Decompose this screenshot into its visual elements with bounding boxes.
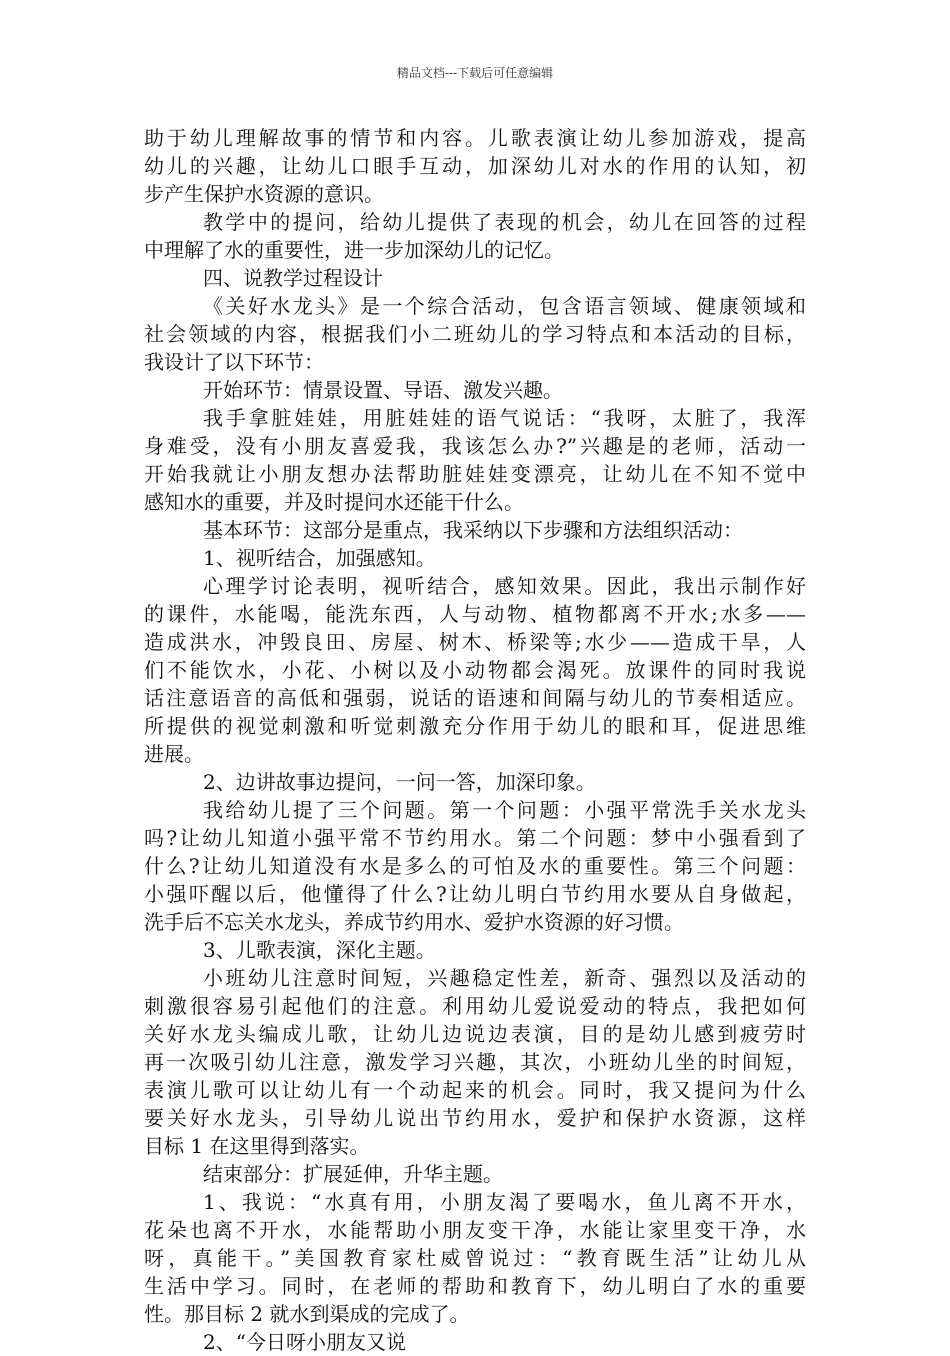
text-line: 《关好水龙头》是一个综合活动，包含语言领域、健康领域和 xyxy=(203,294,806,318)
text-line: 我设计了以下环节： xyxy=(144,350,324,374)
text-line: 开始环节：情景设置、导语、激发兴趣。 xyxy=(203,378,563,402)
text-line: 我给幼儿提了三个问题。第一个问题：小强平常洗手关水龙头 xyxy=(203,798,806,822)
text-line: 目标 1 在这里得到落实。 xyxy=(144,1134,370,1158)
text-line: 的课件，水能喝，能洗东西，人与动物、植物都离不开水;水多—— xyxy=(144,602,806,626)
text-line: 吗?让幼儿知道小强平常不节约用水。第二个问题：梦中小强看到了 xyxy=(144,826,806,850)
text-line: 2、边讲故事边提问，一问一答，加深印象。 xyxy=(203,770,596,794)
text-line: 3、儿歌表演，深化主题。 xyxy=(203,938,436,962)
text-line: 步产生保护水资源的意识。 xyxy=(144,182,384,206)
text-line: 所提供的视觉刺激和听觉刺激充分作用于幼儿的眼和耳，促进思维 xyxy=(144,714,806,738)
text-line: 造成洪水，冲毁良田、房屋、树木、桥梁等;水少——造成干旱，人 xyxy=(144,630,806,654)
text-line: 小班幼儿注意时间短，兴趣稳定性差，新奇、强烈以及活动的 xyxy=(203,966,806,990)
text-line: 2、“今日呀小朋友又说 xyxy=(203,1330,406,1354)
text-line: 社会领域的内容，根据我们小二班幼儿的学习特点和本活动的目标， xyxy=(144,322,806,346)
text-line: 洗手后不忘关水龙头，养成节约用水、爱护水资源的好习惯。 xyxy=(144,910,684,934)
text-line: 话注意语音的高低和强弱，说话的语速和间隔与幼儿的节奏相适应。 xyxy=(144,686,806,710)
text-line: 什么?让幼儿知道没有水是多么的可怕及水的重要性。第三个问题： xyxy=(144,854,806,878)
document-body xyxy=(144,124,806,1356)
text-line: 关好水龙头编成儿歌，让幼儿边说边表演，目的是幼儿感到疲劳时 xyxy=(144,1022,806,1046)
text-line: 性。那目标 2 就水到渠成的完成了。 xyxy=(144,1302,470,1326)
text-line: 1、视听结合，加强感知。 xyxy=(203,546,436,570)
text-line: 生活中学习。同时，在老师的帮助和教育下，幼儿明白了水的重要 xyxy=(144,1274,806,1298)
text-line: 要关好水龙头，引导幼儿说出节约用水，爱护和保护水资源，这样 xyxy=(144,1106,806,1130)
text-line: 四、说教学过程设计 xyxy=(203,266,383,290)
text-line: 感知水的重要，并及时提问水还能干什么。 xyxy=(144,490,524,514)
text-line: 身难受，没有小朋友喜爱我，我该怎么办?”兴趣是的老师，活动一 xyxy=(144,434,806,458)
text-line: 刺激很容易引起他们的注意。利用幼儿爱说爱动的特点，我把如何 xyxy=(144,994,806,1018)
text-line: 开始我就让小朋友想办法帮助脏娃娃变漂亮，让幼儿在不知不觉中 xyxy=(144,462,806,486)
text-line: 们不能饮水，小花、小树以及小动物都会渴死。放课件的同时我说 xyxy=(144,658,806,682)
text-line: 花朵也离不开水，水能帮助小朋友变干净，水能让家里变干净，水 xyxy=(144,1218,806,1242)
text-line: 教学中的提问，给幼儿提供了表现的机会，幼儿在回答的过程 xyxy=(203,210,806,234)
text-line: 幼儿的兴趣，让幼儿口眼手互动，加深幼儿对水的作用的认知，初 xyxy=(144,154,806,178)
text-line: 表演儿歌可以让幼儿有一个动起来的机会。同时，我又提问为什么 xyxy=(144,1078,806,1102)
text-line: 助于幼儿理解故事的情节和内容。儿歌表演让幼儿参加游戏，提高 xyxy=(144,126,806,150)
text-line: 基本环节：这部分是重点，我采纳以下步骤和方法组织活动： xyxy=(203,518,743,542)
text-line: 1、我说：“水真有用，小朋友渴了要喝水，鱼儿离不开水， xyxy=(203,1190,806,1214)
text-line: 结束部分：扩展延伸，升华主题。 xyxy=(203,1162,503,1186)
page-header: 精品文档---下载后可任意编辑 xyxy=(396,66,554,80)
text-line: 进展。 xyxy=(144,742,204,766)
text-line: 中理解了水的重要性，进一步加深幼儿的记忆。 xyxy=(144,238,564,262)
text-line: 小强吓醒以后，他懂得了什么?让幼儿明白节约用水要从自身做起， xyxy=(144,882,806,906)
text-line: 呀，真能干。”美国教育家杜威曾说过：“教育既生活”让幼儿从 xyxy=(144,1246,806,1270)
text-line: 再一次吸引幼儿注意，激发学习兴趣，其次，小班幼儿坐的时间短， xyxy=(144,1050,806,1074)
text-line: 心理学讨论表明，视听结合，感知效果。因此，我出示制作好 xyxy=(203,574,806,598)
text-line: 我手拿脏娃娃，用脏娃娃的语气说话：“我呀，太脏了，我浑 xyxy=(203,406,806,430)
